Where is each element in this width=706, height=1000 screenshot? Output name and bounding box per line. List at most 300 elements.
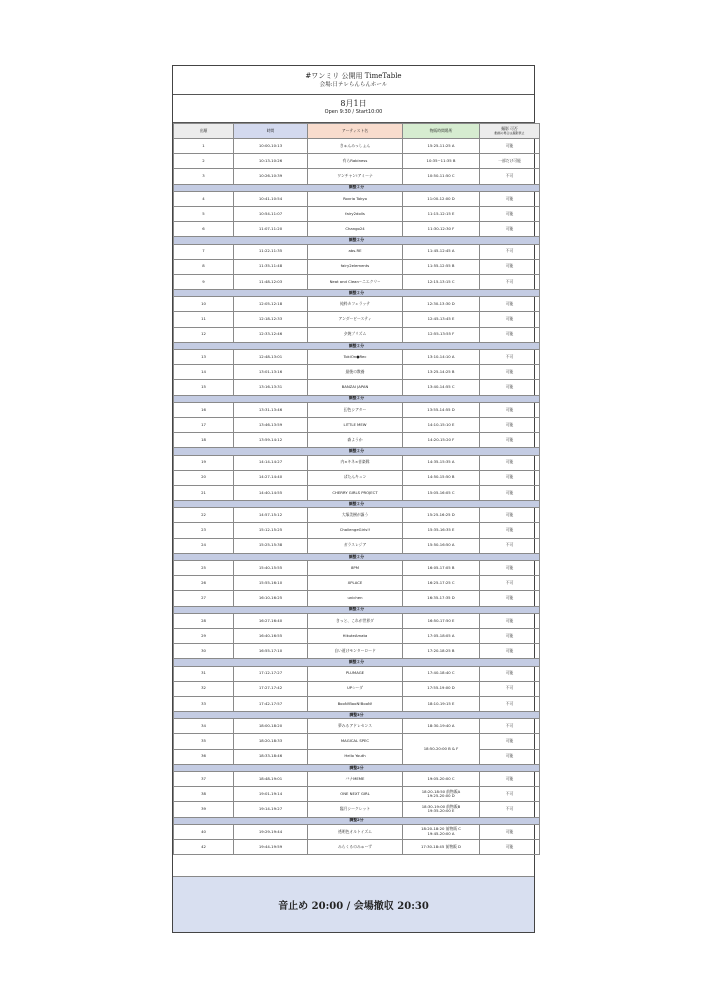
table-row: [174, 154, 540, 169]
break-label: 調整２分: [174, 501, 540, 508]
merch-time: 18:10-19:15 E: [427, 700, 455, 706]
break-label: 調整２分: [174, 395, 540, 402]
order-cell: 30: [174, 644, 234, 659]
photo-cell: 可能: [480, 297, 540, 312]
merch-cell: [403, 538, 480, 553]
merch-cell: [403, 433, 480, 448]
table-row: [174, 455, 540, 470]
merch-time: 18:20-18:20 前物販 C: [421, 826, 461, 832]
photo-cell: 可能: [480, 402, 540, 417]
table-row: [174, 576, 540, 591]
table-row: [174, 772, 540, 787]
artist-cell: Hello Youth: [308, 749, 403, 764]
merch-time: 12:45-13:45 E: [427, 316, 455, 322]
table-row: [174, 839, 540, 854]
order-cell: 5: [174, 206, 234, 221]
time-cell: 12:33-12:46: [234, 327, 308, 342]
artist-cell: XPLACE: [308, 576, 403, 591]
merch-time-secondary: 19:45-20:00 A: [427, 830, 455, 836]
order-cell: 38: [174, 787, 234, 802]
photo-cell: 可能: [480, 666, 540, 681]
merch-cell: [403, 417, 480, 432]
merch-time: 17:55-19:00 D: [427, 685, 455, 691]
artist-cell: BooN!BooN!BooN!: [308, 696, 403, 711]
break-row: [174, 606, 540, 613]
table-row: [174, 561, 540, 576]
photo-cell: 可能: [480, 206, 540, 221]
time-cell: 18:00-18:20: [234, 719, 308, 734]
merch-cell: [403, 644, 480, 659]
order-cell: 1: [174, 139, 234, 154]
order-cell: 26: [174, 576, 234, 591]
merch-time: 19:05-20:00 C: [427, 775, 455, 781]
timetable-sheet: [172, 65, 535, 933]
merch-time: 11:15-12:15 E: [427, 210, 455, 216]
merch-cell: [403, 297, 480, 312]
break-label: 調整3分: [174, 712, 540, 719]
table-row: [174, 508, 540, 523]
artist-cell: Chango24: [308, 222, 403, 237]
break-label: 調整２分: [174, 553, 540, 560]
merch-time: 15:50-16:50 A: [427, 542, 455, 548]
photo-cell: 不可: [480, 576, 540, 591]
break-label: 調整2分: [174, 764, 540, 771]
artist-cell: きっと、これが世界ダ: [308, 613, 403, 628]
time-cell: 15:55-16:10: [234, 576, 308, 591]
photo-cell: 可能: [480, 433, 540, 448]
photo-cell: 不可: [480, 802, 540, 817]
merch-time: 15:35-16:35 E: [427, 527, 455, 533]
photo-cell: 一部だけ可能: [480, 154, 540, 169]
break-row: [174, 501, 540, 508]
order-cell: 31: [174, 666, 234, 681]
time-cell: 17:27-17:42: [234, 681, 308, 696]
order-cell: 21: [174, 485, 234, 500]
photo-cell: 可能: [480, 485, 540, 500]
break-row: [174, 817, 540, 824]
photo-cell: 可能: [480, 613, 540, 628]
merch-cell: [403, 666, 480, 681]
time-cell: 13:31-13:46: [234, 402, 308, 417]
photo-cell: 可能: [480, 380, 540, 395]
break-row: [174, 237, 540, 244]
order-cell: 12: [174, 327, 234, 342]
merch-cell: [403, 244, 480, 259]
order-cell: 42: [174, 839, 234, 854]
merch-time: 17:40-18:40 C: [427, 670, 455, 676]
time-cell: 14:14-14:27: [234, 455, 308, 470]
artist-cell: 森ようか: [308, 433, 403, 448]
merch-time: 18:20-18:50 前物販A: [421, 788, 461, 794]
table-row: [174, 139, 540, 154]
time-cell: 19:01-19:14: [234, 787, 308, 802]
merch-cell: [403, 681, 480, 696]
photo-cell: 可能: [480, 470, 540, 485]
order-cell: 28: [174, 613, 234, 628]
merch-cell: [403, 734, 480, 764]
artist-cell: 8PM: [308, 561, 403, 576]
time-cell: 14:57-15:12: [234, 508, 308, 523]
artist-cell: 純粋カフェラッテ: [308, 297, 403, 312]
photo-cell: 不可: [480, 244, 540, 259]
merch-cell: [403, 455, 480, 470]
merch-time: 14:50-15:50 B: [427, 474, 455, 480]
merch-time: 16:50-17:50 E: [427, 617, 455, 623]
merch-cell: [403, 274, 480, 289]
merch-cell: [403, 191, 480, 206]
break-label: 調整２分: [174, 659, 540, 666]
break-row: [174, 290, 540, 297]
time-cell: 12:48-13:01: [234, 350, 308, 365]
table-row: [174, 523, 540, 538]
merch-time: 17:20-18:25 B: [427, 647, 455, 653]
merch-time: 14:20-15:20 F: [427, 436, 455, 442]
photo-cell: 不可: [480, 169, 540, 184]
artist-cell: BANZAI JAPAN: [308, 380, 403, 395]
photo-cell: 不可: [480, 274, 540, 289]
break-label: 調整２分: [174, 448, 540, 455]
break-row: [174, 553, 540, 560]
artist-cell: ガラスレジア: [308, 538, 403, 553]
artist-cell: 内×キネ×音楽隊: [308, 455, 403, 470]
merch-cell: [403, 312, 480, 327]
order-cell: 22: [174, 508, 234, 523]
time-cell: 17:12-17:27: [234, 666, 308, 681]
merch-time: 10:35~11:35 B: [426, 157, 456, 163]
merch-time: 13:55-14:55 D: [427, 406, 455, 412]
merch-time: 15:25-16:25 D: [427, 512, 455, 518]
time-cell: 13:01-13:16: [234, 365, 308, 380]
artist-cell: fairy2dolls: [308, 206, 403, 221]
merch-cell: [403, 259, 480, 274]
artist-cell: 最後の教養: [308, 365, 403, 380]
merch-time: 10:50-11:50 C: [427, 173, 455, 179]
artist-cell: 夕焼プリズム: [308, 327, 403, 342]
table-row: [174, 222, 540, 237]
timetable-header: [173, 66, 534, 95]
merch-time: 11:45-12:45 A: [427, 248, 455, 254]
merch-time: 13:40-14:55 C: [427, 384, 455, 390]
time-cell: 12:18-12:33: [234, 312, 308, 327]
artist-cell: ぱたんキュン: [308, 470, 403, 485]
merch-cell: [403, 839, 480, 854]
break-row: [174, 342, 540, 349]
order-cell: 25: [174, 561, 234, 576]
column-header-photo: [480, 124, 540, 139]
time-cell: 14:27-14:40: [234, 470, 308, 485]
merch-time: 12:15-13:15 C: [427, 278, 455, 284]
merch-cell: [403, 591, 480, 606]
artist-cell: アンダービースティ: [308, 312, 403, 327]
order-cell: 10: [174, 297, 234, 312]
photo-cell: 可能: [480, 523, 540, 538]
break-row: [174, 712, 540, 719]
merch-time: 17:30-18:45 前物販 D: [421, 843, 461, 849]
time-cell: 10:26-10:39: [234, 169, 308, 184]
artist-cell: unichen: [308, 591, 403, 606]
order-cell: 13: [174, 350, 234, 365]
table-row: [174, 417, 540, 432]
artist-cell: 透明色オルトイズム: [308, 824, 403, 839]
table-row: [174, 628, 540, 643]
merch-cell: [403, 139, 480, 154]
order-cell: 24: [174, 538, 234, 553]
table-row: [174, 259, 540, 274]
merch-time: 17:05-18:05 A: [427, 632, 455, 638]
time-cell: 18:48-19:01: [234, 772, 308, 787]
time-cell: 18:20-18:33: [234, 734, 308, 749]
order-cell: 2: [174, 154, 234, 169]
column-header-order: 出順: [174, 124, 234, 139]
artist-cell: ChallengeGirls!!: [308, 523, 403, 538]
artist-cell: 夢みるアドレセンス: [308, 719, 403, 734]
artist-cell: 幻色シアター: [308, 402, 403, 417]
break-label: 調整２分: [174, 184, 540, 191]
merch-time: 16:35-17:35 D: [427, 595, 455, 601]
order-cell: 11: [174, 312, 234, 327]
column-header-merch: 物販時間場所: [403, 124, 480, 139]
merch-time: 16:05-17:05 B: [427, 564, 455, 570]
merch-time-secondary: 19:25-20:00 D: [427, 793, 455, 799]
artist-cell: Neat and Clean~ニエクリ~: [308, 274, 403, 289]
break-label: 調整２分: [174, 342, 540, 349]
order-cell: 4: [174, 191, 234, 206]
photo-cell: 可能: [480, 417, 540, 432]
table-row: [174, 470, 540, 485]
artist-cell: fairy2elements: [308, 259, 403, 274]
photo-cell: 不可: [480, 787, 540, 802]
time-cell: 16:55-17:10: [234, 644, 308, 659]
table-row: [174, 681, 540, 696]
artist-cell: 有らRabiness: [308, 154, 403, 169]
merch-cell: [403, 485, 480, 500]
merch-time: 12:55-13:55 F: [427, 331, 455, 337]
table-row: [174, 824, 540, 839]
photo-cell: 不可: [480, 719, 540, 734]
order-cell: 37: [174, 772, 234, 787]
table-row: [174, 244, 540, 259]
venue-label: 会場:日テレらんらんホール: [319, 82, 388, 88]
artist-cell: みらくるのみゅーず: [308, 839, 403, 854]
order-cell: 20: [174, 470, 234, 485]
time-cell: 15:40-15:55: [234, 561, 308, 576]
table-row: [174, 696, 540, 711]
merch-cell: [403, 222, 480, 237]
artist-cell: Rovria Tokyo: [308, 191, 403, 206]
merch-cell: [403, 508, 480, 523]
photo-cell: 可能: [480, 191, 540, 206]
time-cell: 15:25-15:38: [234, 538, 308, 553]
merch-cell: [403, 613, 480, 628]
artist-cell: きゅんみっしょん: [308, 139, 403, 154]
photo-cell: 可能: [480, 561, 540, 576]
timetable: [173, 123, 540, 855]
table-row: [174, 365, 540, 380]
merch-time: 18:30-19:40 A: [427, 723, 455, 729]
merch-cell: [403, 802, 480, 817]
break-row: [174, 184, 540, 191]
photo-cell: 可能: [480, 312, 540, 327]
time-cell: 12:05-12:18: [234, 297, 308, 312]
merch-time: 14:10-15:10 E: [427, 421, 455, 427]
merch-time: 18:30-19:00 前物販B: [421, 803, 461, 809]
artist-cell: MAGICAL SPEC: [308, 734, 403, 749]
merch-time: 13:25-14:25 B: [427, 368, 455, 374]
time-cell: 13:46-13:59: [234, 417, 308, 432]
photo-cell: 可能: [480, 508, 540, 523]
time-cell: 13:59-14:12: [234, 433, 308, 448]
table-row: [174, 169, 540, 184]
photo-cell: 可能: [480, 455, 540, 470]
closing-notice: 音止め 20:00 / 会場撤収 20:30: [173, 876, 534, 932]
photo-cell: 可能: [480, 222, 540, 237]
order-cell: 23: [174, 523, 234, 538]
break-label: 調整2分: [174, 817, 540, 824]
table-row: [174, 719, 540, 734]
order-cell: 35: [174, 734, 234, 749]
break-label: 調整２分: [174, 290, 540, 297]
photo-cell: 不可: [480, 681, 540, 696]
merch-cell: [403, 169, 480, 184]
time-cell: 13:16-13:31: [234, 380, 308, 395]
time-cell: 19:44-19:59: [234, 839, 308, 854]
artist-cell: 臨月シークレット: [308, 802, 403, 817]
merch-cell: [403, 327, 480, 342]
merch-cell: [403, 772, 480, 787]
time-cell: 18:33-18:46: [234, 749, 308, 764]
time-cell: 11:35-11:48: [234, 259, 308, 274]
time-cell: 16:10-16:25: [234, 591, 308, 606]
table-row: [174, 350, 540, 365]
merch-time: 18:50-20:00 B & F: [423, 745, 459, 751]
order-cell: 6: [174, 222, 234, 237]
photo-cell: 可能: [480, 259, 540, 274]
table-row: [174, 787, 540, 802]
artist-cell: 自い道けモンターロード: [308, 644, 403, 659]
photo-cell: 可能: [480, 628, 540, 643]
merch-cell: [403, 380, 480, 395]
merch-time: 11:30-12:30 F: [427, 225, 455, 231]
date-header: [173, 95, 534, 123]
artist-cell: ワンチャン!アミーナ: [308, 169, 403, 184]
table-row: [174, 734, 540, 749]
time-cell: 14:40-14:55: [234, 485, 308, 500]
merch-cell: [403, 787, 480, 802]
page-title: #ワンミリ 公開用 TimeTable: [305, 72, 402, 80]
order-cell: 33: [174, 696, 234, 711]
order-cell: 36: [174, 749, 234, 764]
merch-cell: [403, 719, 480, 734]
photo-cell: 可能: [480, 327, 540, 342]
artist-cell: ONE NEXT GIRL: [308, 787, 403, 802]
order-cell: 17: [174, 417, 234, 432]
merch-time: 16:25-17:25 C: [427, 579, 455, 585]
artist-cell: CHERRY GIRLS PROJECT: [308, 485, 403, 500]
order-cell: 19: [174, 455, 234, 470]
order-cell: 39: [174, 802, 234, 817]
table-row: [174, 402, 540, 417]
time-cell: 19:14-19:27: [234, 802, 308, 817]
table-row: [174, 538, 540, 553]
table-row: [174, 591, 540, 606]
order-cell: 27: [174, 591, 234, 606]
time-cell: 10:13-10:26: [234, 154, 308, 169]
order-cell: 9: [174, 274, 234, 289]
order-cell: 16: [174, 402, 234, 417]
photo-cell: 不可: [480, 696, 540, 711]
time-cell: 17:42-17:57: [234, 696, 308, 711]
table-row: [174, 327, 540, 342]
merch-cell: [403, 154, 480, 169]
table-row: [174, 274, 540, 289]
time-cell: 16:40-16:55: [234, 628, 308, 643]
table-row: [174, 749, 540, 764]
table-row: [174, 206, 540, 221]
artist-cell: abs.RE: [308, 244, 403, 259]
table-header-row: [174, 124, 540, 139]
artist-cell: LITTLE MEW: [308, 417, 403, 432]
column-header-artist: アーティスト名: [308, 124, 403, 139]
table-row: [174, 312, 540, 327]
table-row: [174, 802, 540, 817]
order-cell: 34: [174, 719, 234, 734]
photo-cell: 可能: [480, 365, 540, 380]
merch-cell: [403, 628, 480, 643]
merch-time: 13:10-14:10 A: [427, 353, 455, 359]
order-cell: 40: [174, 824, 234, 839]
merch-cell: [403, 350, 480, 365]
artist-cell: UP☆ーダ: [308, 681, 403, 696]
artist-cell: TokiOn●Rec: [308, 350, 403, 365]
time-cell: 10:00-10:13: [234, 139, 308, 154]
merch-cell: [403, 523, 480, 538]
merch-cell: [403, 365, 480, 380]
order-cell: 8: [174, 259, 234, 274]
merch-cell: [403, 824, 480, 839]
artist-cell: バナMEME: [308, 772, 403, 787]
time-cell: 11:07-11:20: [234, 222, 308, 237]
merch-cell: [403, 402, 480, 417]
time-cell: 15:12-15:25: [234, 523, 308, 538]
time-cell: 16:27-16:40: [234, 613, 308, 628]
merch-time: 15:25-11:25 A: [427, 142, 455, 148]
photo-cell: 可能: [480, 591, 540, 606]
artist-cell: HikuteAmata: [308, 628, 403, 643]
break-label: 調整２分: [174, 237, 540, 244]
photo-cell: 不可: [480, 538, 540, 553]
break-row: [174, 764, 540, 771]
merch-cell: [403, 561, 480, 576]
open-start-time: Open 9:30 / Start10:00: [324, 109, 383, 115]
merch-cell: [403, 206, 480, 221]
table-row: [174, 666, 540, 681]
time-cell: 19:29-19:44: [234, 824, 308, 839]
artist-cell: PLUMAGE: [308, 666, 403, 681]
merch-cell: [403, 576, 480, 591]
time-cell: 10:54-11:07: [234, 206, 308, 221]
table-row: [174, 485, 540, 500]
break-row: [174, 659, 540, 666]
column-header-time: 時間: [234, 124, 308, 139]
order-cell: 7: [174, 244, 234, 259]
merch-time: 14:35-15:35 A: [427, 459, 455, 465]
photo-header-note: 動画の場合は撮影禁止: [494, 130, 525, 135]
photo-cell: 可能: [480, 749, 540, 764]
order-cell: 15: [174, 380, 234, 395]
photo-cell: 可能: [480, 839, 540, 854]
merch-time: 15:05-16:05 C: [427, 489, 455, 495]
time-cell: 11:22-11:35: [234, 244, 308, 259]
